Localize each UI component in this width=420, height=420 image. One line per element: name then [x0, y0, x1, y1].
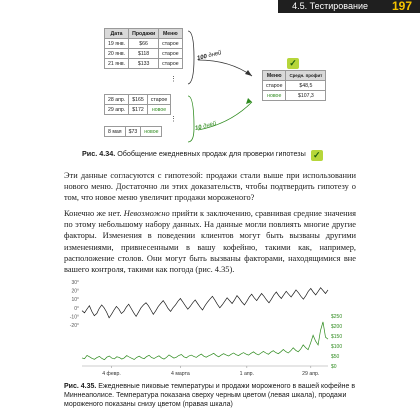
ellipsis-2: ⋮	[170, 116, 177, 123]
x-tick-label: 4 февр.	[102, 371, 121, 377]
right-tick-label: $100	[331, 344, 343, 351]
left-tick-label: 10°	[71, 297, 79, 304]
paragraph-2: Конечно же нет. Невозможно прийти к заключению, сравнивая средние значения по этому небольшому набору данных. На данные могли повлиять многие другие факторы. Изменения в поведении клиентов могут быть вызваны другими изменениями, привнесенными в вашу кофейню, такими как, например, расположение столов. Они могут быть вызваны факторами, находящимися вне вашего контроля, такими как погода (рис. 4.35).	[64, 209, 356, 275]
arrow-label-top: 100 дней	[196, 50, 223, 62]
paragraph-1: Эти данные согласуются с гипотезой: продажи стали выше при использовании нового меню. Достаточно ли этих доказательств, чтобы подтвердить гипотезу о том, что новое меню увеличит продажи мороженого?	[64, 171, 356, 203]
col-menu: Меню	[159, 29, 182, 39]
table-row: 21 янв. $133 старое	[105, 59, 183, 69]
section-title: 4.5. Тестирование	[292, 1, 368, 11]
left-tick-label: 0°	[74, 305, 79, 312]
ellipsis-1: ⋮	[170, 76, 177, 83]
figure-4-35-caption: Рис. 4.35. Ежедневные пиковые температуры и продажи мороженого в вашей кофейне в Миннеаполисе. Температура показана сверху черным цветом (левая шкала), продажи мороженого показаны снизу цветом (правая шкала)	[64, 383, 356, 408]
col-sales: Продажи	[129, 29, 159, 39]
summary-table: Меню Средн. профит старое $48,5 новое $107,3	[262, 70, 326, 101]
page-number: 197	[391, 0, 412, 13]
right-tick-label: $50	[331, 354, 340, 361]
left-tick-label: -10°	[69, 314, 79, 321]
right-tick-label: $200	[331, 324, 343, 331]
figure-4-34-caption: Рис. 4.34. Обобщение ежедневных продаж для проверки гипотезы ✓	[82, 148, 323, 159]
left-tick-label: 30°	[71, 280, 79, 286]
right-tick-label: $0	[331, 364, 337, 370]
table-row: новое $107,3	[263, 91, 326, 101]
running-header	[0, 0, 420, 14]
check-icon: ✓	[287, 58, 299, 69]
figure-4-34	[0, 18, 420, 148]
left-tick-label: -20°	[69, 323, 79, 329]
x-tick-label: 4 марта	[171, 371, 190, 377]
table-row: 28 апр. $165 старое	[105, 95, 171, 105]
check-icon: ✓	[311, 150, 323, 161]
table-row: 19 янв. $66 старое	[105, 39, 183, 49]
temperature-series-line	[82, 288, 328, 318]
arrow-label-bottom: 10 дней	[194, 120, 218, 132]
col-date: Дата	[105, 29, 129, 39]
table-row: 29 апр. $172 новое	[105, 105, 171, 115]
x-tick-label: 29 апр.	[302, 371, 320, 377]
left-tick-label: 20°	[71, 288, 79, 295]
table-row: 8 мая $73 новое	[105, 127, 162, 137]
table-row: 20 янв. $118 старое	[105, 49, 183, 59]
x-tick-label: 1 апр.	[239, 371, 254, 377]
table-row: старое $48,5	[263, 81, 326, 91]
sales-series-line	[82, 322, 328, 360]
temperature-sales-chart	[60, 276, 360, 380]
right-tick-label: $150	[331, 334, 343, 341]
right-tick-label: $250	[331, 314, 343, 321]
